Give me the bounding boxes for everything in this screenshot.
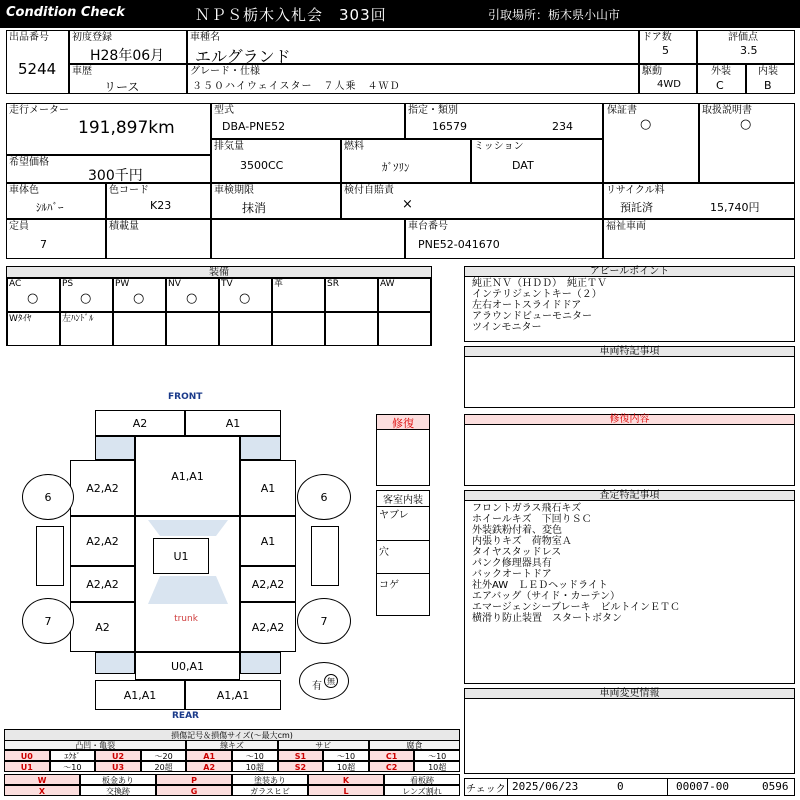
recycle-fee: 15,740円	[710, 201, 760, 214]
inspection-note-line: ホイールキズ 下回りＳＣ	[472, 514, 592, 525]
legend-cell: L	[308, 785, 384, 796]
front-bumper-left: A2	[95, 410, 185, 436]
left-front-door: A2,A2	[70, 516, 135, 566]
legend-cell: S1	[278, 750, 324, 761]
appeal-line: 純正ＮＶ（ＨＤＤ） 純正ＴＶ	[472, 278, 607, 289]
equipment-label: AC	[9, 279, 22, 289]
check-divider	[507, 778, 508, 796]
mileage-label: 走行メーター	[9, 105, 69, 116]
capacity-value: 7	[40, 238, 47, 251]
legend-cell: C1	[369, 750, 415, 761]
repair-label: 修復	[377, 415, 429, 430]
front-bumper-right: A1	[185, 410, 281, 436]
legend-cell: A1	[186, 750, 232, 761]
color-code-label: 色コード	[109, 185, 149, 196]
first-reg-value: H28年06月	[90, 48, 165, 64]
legend-cell: G	[156, 785, 232, 796]
chassis-empty-box	[211, 219, 405, 259]
right-front-door: A1	[240, 516, 296, 566]
back-door: U0,A1	[135, 652, 240, 680]
inspection-note-line: パンク修理器具有	[472, 558, 552, 569]
check-count: 0	[617, 780, 624, 793]
equipment-label: TV	[221, 279, 233, 289]
interior-item-tear: ヤブレ	[379, 510, 409, 521]
inspection-notes-title: 査定特記事項	[465, 491, 794, 501]
headlight-left	[95, 436, 135, 460]
trunk-label: trunk	[174, 614, 198, 624]
recycle-label: リサイクル料	[606, 185, 665, 196]
fuel-label: 燃料	[344, 141, 364, 152]
legend-cell: 〜10	[414, 750, 460, 761]
type-label: 型式	[214, 105, 234, 116]
grade-value: ３５０ハイウェイスター ７人乗 ４ＷＤ	[192, 81, 401, 92]
right-front-fender: A1	[240, 460, 296, 516]
equipment-cell	[113, 312, 166, 346]
history-label: 車歴	[72, 66, 92, 77]
mission-value: DAT	[512, 159, 534, 172]
equipment-mark: ○	[186, 291, 198, 306]
equipment-mark: ○	[27, 291, 39, 306]
check-divider	[667, 778, 668, 796]
equipment-cell	[166, 312, 219, 346]
legend-cell: 看板跡	[384, 774, 460, 785]
roof: U1	[153, 538, 209, 574]
equipment-cell	[219, 312, 272, 346]
tire-front-right: 6	[297, 474, 351, 520]
check-code: 00007-00	[676, 780, 729, 793]
fuel-value: ｶﾞｿﾘﾝ	[382, 161, 410, 174]
drive-value: 4WD	[657, 79, 681, 90]
exterior-value: C	[716, 79, 724, 92]
manual-label: 取扱説明書	[702, 105, 752, 116]
legend-cell: 交換跡	[80, 785, 156, 796]
displacement-label: 排気量	[214, 141, 244, 152]
liability-value: ×	[402, 197, 413, 212]
interior-item-hole: 穴	[379, 547, 389, 558]
equipment-mark: ○	[239, 291, 251, 306]
interior-value: B	[764, 79, 772, 92]
inspection-note-line: 内張りキズ 荷物室Ａ	[472, 536, 572, 547]
equipment-cell	[325, 312, 378, 346]
legend-cell: 10超	[232, 761, 278, 772]
lot-label: 出品番号	[9, 32, 49, 43]
windshield	[148, 520, 228, 536]
appeal-line: ツインモニター	[472, 322, 542, 333]
price-value: 300千円	[88, 168, 143, 184]
grade-label: グレード・仕様	[190, 66, 260, 77]
chassis-label: 車台番号	[408, 221, 448, 232]
rear-label: REAR	[172, 711, 199, 721]
exterior-label: 外装	[711, 66, 731, 77]
spare-label: 有	[312, 681, 322, 692]
front-label: FRONT	[168, 392, 203, 402]
displacement-value: 3500CC	[240, 159, 284, 172]
legend-cell: C2	[369, 761, 415, 772]
chassis-value: PNE52-041670	[418, 238, 500, 251]
legend-cell: 塗装あり	[232, 774, 308, 785]
right-mirror	[311, 526, 339, 586]
inspection-note-line: バックオートドア	[472, 569, 552, 580]
warranty-value: ○	[640, 117, 652, 132]
doors-label: ドア数	[642, 32, 672, 43]
inspection-note-line: 社外AW ＬＥＤヘッドライト	[472, 580, 608, 591]
right-rear-door: A2,A2	[240, 566, 296, 602]
legend-groups	[4, 740, 460, 750]
rear-window	[148, 576, 228, 604]
legend-cell: U1	[4, 761, 50, 772]
tire-rear-right: 7	[297, 598, 351, 644]
hood: A1,A1	[135, 436, 240, 516]
inspection-note-line: 横滑り防止装置 スタートボタン	[472, 613, 622, 624]
legend-title: 損傷記号＆損傷サイズ(〜最大cm)	[4, 729, 460, 742]
model-label: 車種名	[190, 32, 220, 43]
legend-cell: X	[4, 785, 80, 796]
legend-cell: A2	[186, 761, 232, 772]
equipment-mark: ○	[80, 291, 92, 306]
legend-group: 凸凹・亀裂	[4, 740, 186, 750]
liability-label: 検付自賠責	[344, 185, 394, 196]
inspection-note-line: フロントガラス飛石キズ	[472, 503, 582, 514]
legend-group: サビ	[278, 740, 369, 750]
interior-divider	[376, 573, 430, 574]
designation-label: 指定・類別	[408, 105, 458, 116]
color-value: ｼﾙﾊﾞｰ	[36, 201, 64, 214]
legend-cell: ガラスヒビ	[232, 785, 308, 796]
headlight-right	[240, 436, 281, 460]
interior-state-title: 客室内装	[377, 491, 429, 507]
equipment-label: 革	[274, 279, 284, 289]
legend-cell: 〜20	[141, 750, 187, 761]
left-mirror	[36, 526, 64, 586]
equipment-label: NV	[168, 279, 181, 289]
check-date: 2025/06/23	[512, 780, 579, 793]
right-quarter: A2,A2	[240, 602, 296, 652]
model-value: エルグランド	[195, 47, 291, 66]
recycle-status: 預託済	[620, 201, 653, 214]
appeal-title: アピールポイント	[465, 267, 794, 277]
color-code-value: K23	[150, 199, 172, 212]
left-rear-door: A2,A2	[70, 566, 135, 602]
score-value: 3.5	[740, 44, 758, 57]
appeal-line: インテリジェントキー（２）	[472, 289, 602, 300]
capacity-label: 定員	[9, 221, 29, 232]
lot-number: 5244	[18, 60, 57, 78]
taillight-left	[95, 652, 135, 674]
legend-cell: 10超	[323, 761, 369, 772]
legend-cell: U3	[95, 761, 141, 772]
mileage-value: 191,897km	[78, 118, 175, 138]
interior-label: 内装	[758, 66, 778, 77]
designation-value: 16579	[432, 120, 467, 133]
legend-cell: U2	[95, 750, 141, 761]
inspection-note-line: 外装鉄粉付着、変色	[472, 525, 562, 536]
welfare-label: 福祉車両	[606, 221, 646, 232]
equipment-label: PS	[62, 279, 74, 289]
header-title-left: Condition Check	[6, 5, 125, 20]
taillight-right	[240, 652, 281, 674]
appeal-line: 左右オートスライドドア	[472, 300, 582, 311]
left-quarter: A2	[70, 602, 135, 652]
inspection-note-line: タイヤスタッドレス	[472, 547, 562, 558]
warranty-label: 保証書	[607, 105, 637, 116]
first-reg-label: 初度登録	[72, 32, 112, 43]
equipment-mark: ○	[133, 291, 145, 306]
legend-cell: 〜10	[232, 750, 278, 761]
equipment-option: Wﾀｲﾔ	[9, 314, 32, 324]
drive-label: 駆動	[642, 66, 662, 77]
history-value: リース	[104, 80, 140, 94]
inspection-note-line: エマージェンシーブレーキ ビルトインＥＴＣ	[472, 602, 680, 613]
type-value: DBA-PNE52	[222, 120, 286, 133]
legend-cell: K	[308, 774, 384, 785]
equipment-label: AW	[380, 279, 395, 289]
left-front-fender-label: A2,A2	[86, 481, 119, 495]
interior-divider	[376, 540, 430, 541]
legend-cell: 20超	[141, 761, 187, 772]
inspection-note-line: エアバッグ（サイド・カーテン）	[472, 591, 620, 602]
check-code2: 0596	[762, 780, 789, 793]
legend-cell: 〜10	[323, 750, 369, 761]
equipment-cell	[272, 312, 325, 346]
repair-content-title: 修復内容	[465, 415, 794, 425]
tire-front-left: 6	[22, 474, 74, 520]
legend-cell: P	[156, 774, 232, 785]
equipment-label: PW	[115, 279, 130, 289]
spare-mark: 無	[324, 674, 338, 688]
doors-value: 5	[662, 44, 669, 57]
equipment-option: 左ﾊﾝﾄﾞﾙ	[62, 314, 94, 324]
equipment-title: 装備	[7, 267, 431, 278]
legend-cell: 10超	[414, 761, 460, 772]
tire-rear-left: 7	[22, 598, 74, 644]
score-label: 評価点	[728, 32, 758, 43]
color-label: 車体色	[9, 185, 39, 196]
price-label: 希望価格	[9, 157, 49, 168]
interior-item-burn: コゲ	[379, 580, 399, 591]
equipment-label: SR	[327, 279, 339, 289]
legend-cell: レンズ割れ	[384, 785, 460, 796]
change-info-box	[464, 688, 795, 774]
legend-cell: S2	[278, 761, 324, 772]
special-title: 車両特記事項	[465, 347, 794, 357]
category-value: 234	[552, 120, 573, 133]
legend-cell: U0	[4, 750, 50, 761]
equipment-cell	[378, 312, 431, 346]
appeal-line: アラウンドビューモニター	[472, 311, 592, 322]
check-label: チェック	[466, 784, 506, 795]
manual-value: ○	[740, 117, 752, 132]
legend-cell: 〜10	[50, 761, 96, 772]
header-pickup: 引取場所：栃木県小山市	[488, 8, 621, 22]
inspection-label: 車検期限	[214, 185, 254, 196]
rear-bumper-right: A1,A1	[185, 680, 281, 710]
change-info-title: 車両変更情報	[465, 689, 794, 699]
legend-group: 腐食	[369, 740, 460, 750]
legend-cell: 板金あり	[80, 774, 156, 785]
legend-group: 線キズ	[186, 740, 277, 750]
header-title-center: ＮＰＳ栃木入札会 303回	[195, 6, 387, 24]
inspection-value: 抹消	[242, 201, 267, 215]
legend-cell: ｴｸﾎﾞ	[50, 750, 96, 761]
load-label: 積載量	[109, 221, 139, 232]
legend-cell: W	[4, 774, 80, 785]
rear-bumper-left: A1,A1	[95, 680, 185, 710]
mission-label: ミッション	[474, 141, 524, 152]
